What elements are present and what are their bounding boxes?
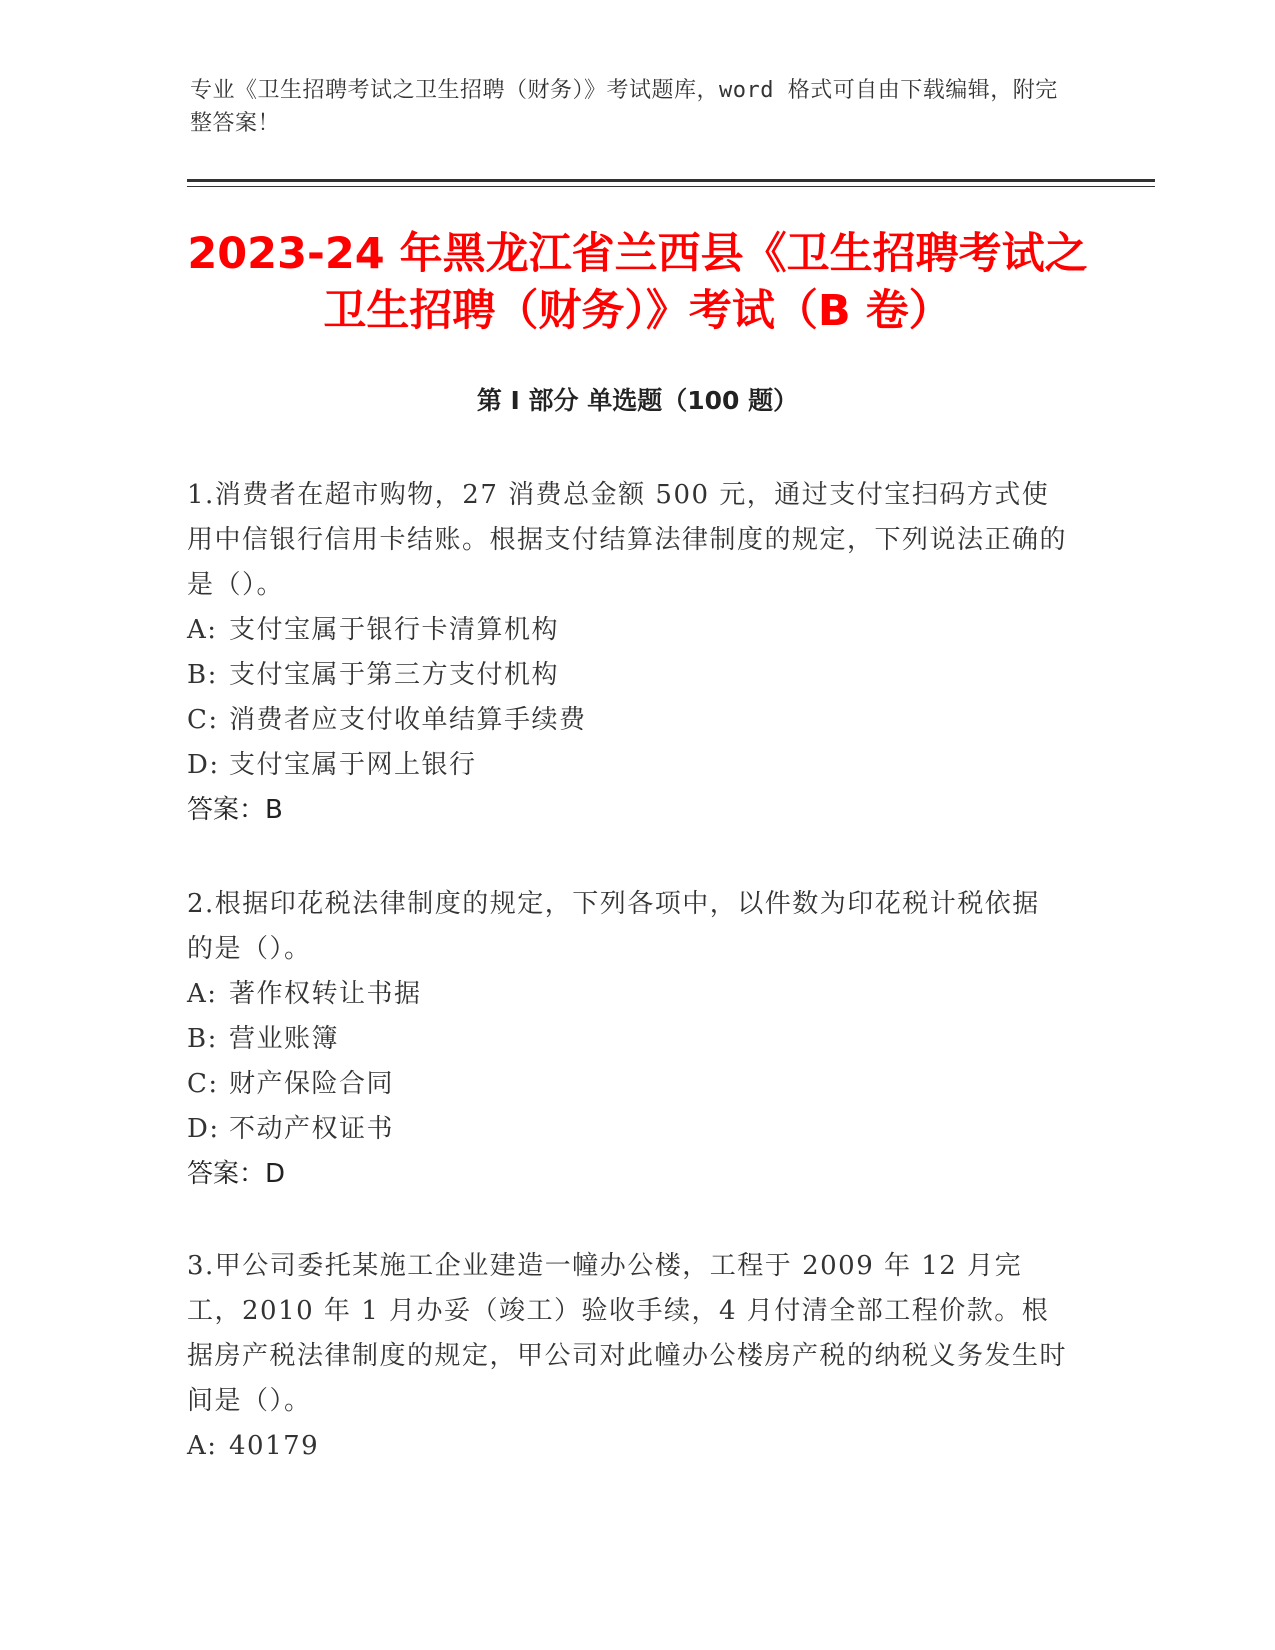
option-c bbox=[187, 1062, 1067, 1107]
option-key: C: bbox=[187, 1069, 219, 1099]
option-key: D: bbox=[187, 750, 220, 780]
option-key: A: bbox=[187, 1431, 218, 1461]
option-a bbox=[187, 608, 1067, 653]
option-text: 营业账簿 bbox=[229, 1024, 340, 1054]
question-stem: 2.根据印花税法律制度的规定，下列各项中，以件数为印花税计税依据的是（）。 bbox=[187, 889, 1040, 964]
question-item bbox=[187, 1244, 1067, 1469]
answer-line: 答案：D bbox=[187, 1159, 286, 1189]
header-note: 专业《卫生招聘考试之卫生招聘（财务）》考试题库，word 格式可自由下载编辑，附完整答案！ bbox=[190, 78, 1058, 136]
header-divider bbox=[187, 179, 1155, 182]
option-key: A: bbox=[187, 615, 218, 645]
option-text: 支付宝属于网上银行 bbox=[229, 750, 477, 780]
option-text: 消费者应支付收单结算手续费 bbox=[229, 705, 587, 735]
option-key: B: bbox=[187, 1024, 218, 1054]
question-item bbox=[187, 473, 1067, 833]
option-key: A: bbox=[187, 979, 218, 1009]
document-title: 2023-24 年黑龙江省兰西县《卫生招聘考试之卫生招聘（财务）》考试（B 卷） bbox=[187, 229, 1088, 336]
question-item bbox=[187, 882, 1067, 1197]
option-text: 著作权转让书据 bbox=[229, 979, 422, 1009]
option-d bbox=[187, 1107, 1067, 1152]
option-b bbox=[187, 1017, 1067, 1062]
option-text: 支付宝属于银行卡清算机构 bbox=[229, 615, 560, 645]
answer-line: 答案：B bbox=[187, 795, 283, 825]
option-key: B: bbox=[187, 660, 218, 690]
option-c bbox=[187, 698, 1067, 743]
option-b bbox=[187, 653, 1067, 698]
question-stem: 1.消费者在超市购物，27 消费总金额 500 元，通过支付宝扫码方式使用中信银行信用卡结账。根据支付结算法律制度的规定，下列说法正确的是（）。 bbox=[187, 480, 1068, 600]
option-key: C: bbox=[187, 705, 219, 735]
header-divider-thin bbox=[187, 186, 1155, 187]
option-text: 不动产权证书 bbox=[229, 1114, 395, 1144]
option-d bbox=[187, 743, 1067, 788]
option-text: 财产保险合同 bbox=[229, 1069, 395, 1099]
option-a bbox=[187, 972, 1067, 1017]
option-text: 支付宝属于第三方支付机构 bbox=[229, 660, 560, 690]
option-text: 40179 bbox=[229, 1431, 320, 1461]
option-key: D: bbox=[187, 1114, 220, 1144]
section-title: 第 I 部分 单选题（100 题） bbox=[476, 386, 799, 415]
option-a bbox=[187, 1424, 1067, 1469]
question-stem: 3.甲公司委托某施工企业建造一幢办公楼，工程于 2009 年 12 月完工，2010 年 1 月办妥（竣工）验收手续，4 月付清全部工程价款。根据房产税法律制度的规定，甲公司对此幢办公楼房产税的纳税义务发生时间是（）。 bbox=[187, 1251, 1068, 1416]
